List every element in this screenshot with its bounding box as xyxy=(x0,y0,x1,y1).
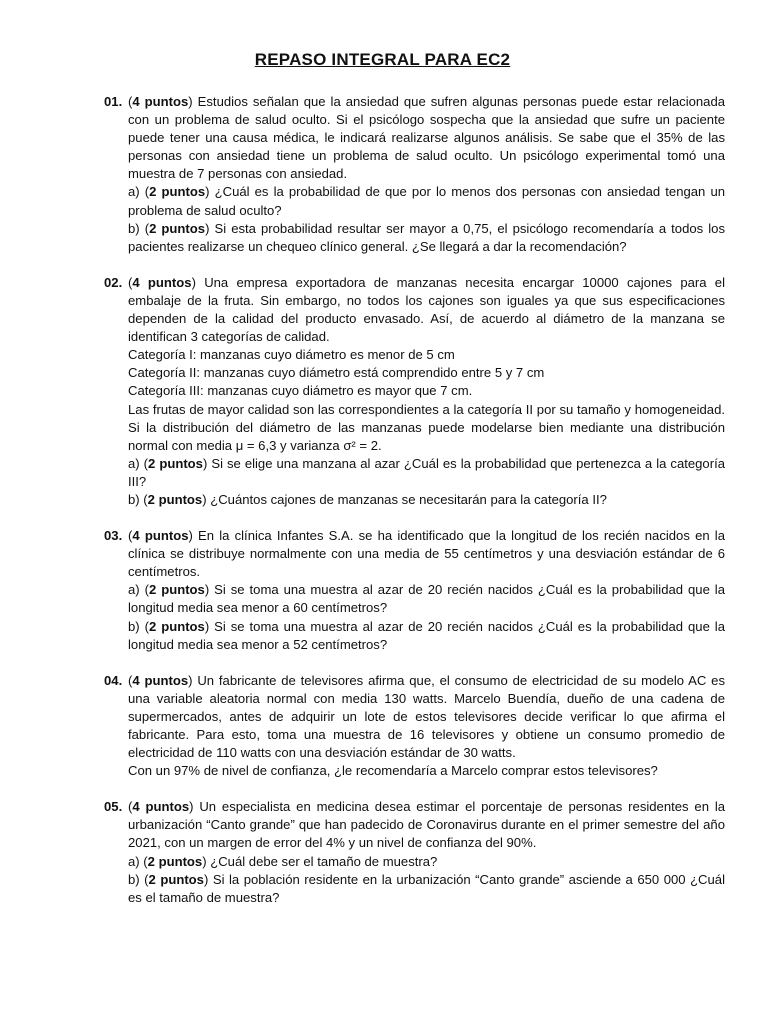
problem-points: 4 puntos xyxy=(132,94,189,109)
part-points: 2 puntos xyxy=(148,871,204,887)
part-label: b) xyxy=(128,220,140,236)
problem-05 xyxy=(104,798,725,907)
problem-intro-text: Un especialista en medicina desea estimar el porcentaje de personas residentes en la urbanización “Canto grande” que han padecido de Coronavirus durante en el primer semestre del año 2021, con un margen de error del 4% y un nivel de confianza del 90%. xyxy=(128,799,726,851)
part-text: Si se toma una muestra al azar de 20 recién nacidos ¿Cuál es la probabilidad que la longitud media sea menor a 52 centímetros? xyxy=(128,618,725,652)
problem-body xyxy=(128,274,725,509)
problem-intro: (4 puntos) En la clínica Infantes S.A. se ha identificado que la longitud de los recién nacidos en la clínica se distribuye normalmente con una media de 55 centímetros y una desviación estándar de 6 centímetros. xyxy=(128,528,726,580)
problem-number: 03. xyxy=(104,528,123,544)
problem-intro-text: Un fabricante de televisores afirma que, el consumo de electricidad de su modelo AC es una variable aleatoria normal con media 130 watts. Marcelo Buendía, dueño de una cadena de supermercados, antes de adquirir un lote de estos televisores decide verificar lo que afirma el fabricante. Para esto, toma una muestra de 16 televisores y obtiene un consumo promedio de electricidad de 110 watts con una desviación estándar de 30 watts. xyxy=(128,672,726,761)
problem-part-a: a) (2 puntos) Si se toma una muestra al azar de 20 recién nacidos ¿Cuál es la probabilidad que la longitud media sea menor a 60 centímetros? xyxy=(128,582,725,616)
problem-intro-text: Una empresa exportadora de manzanas necesita encargar 10000 cajones para el embalaje de la fruta. Sin embargo, no todos los cajones son iguales ya que sus especificaciones dependen de la calidad del producto envasado. Así, de acuerdo al diámetro de la manzana se identifican 3 categorías de calidad. xyxy=(128,274,725,345)
problem-number: 01. xyxy=(104,94,123,109)
problem-points: 4 puntos xyxy=(132,672,189,688)
part-text: ¿Cuál debe ser el tamaño de muestra? xyxy=(210,853,438,869)
category-line: Categoría I: manzanas cuyo diámetro es menor de 5 cm xyxy=(128,347,455,363)
problem-points: 4 puntos xyxy=(132,528,189,544)
problem-part-a: a) (2 puntos) ¿Cuál debe ser el tamaño de muestra? xyxy=(128,853,438,869)
problem-question: Con un 97% de nivel de confianza, ¿le recomendaría a Marcelo comprar estos televisores? xyxy=(128,763,658,779)
part-points: 2 puntos xyxy=(148,582,205,598)
problem-intro: (4 puntos) Una empresa exportadora de manzanas necesita encargar 10000 cajones para el embalaje de la fruta. Sin embargo, no todos los cajones son iguales ya que sus especificaciones dependen de la calidad del producto envasado. Así, de acuerdo al diámetro de la manzana se identifican 3 categorías de calidad. xyxy=(128,274,725,345)
problem-body xyxy=(128,93,725,256)
problem-part-b: b) (2 puntos) Si la población residente en la urbanización “Canto grande” asciende a 650 000 ¿Cuál es el tamaño de muestra? xyxy=(128,871,725,905)
part-text: Si esta probabilidad resultar ser mayor a 0,75, el psicólogo recomendaría a todos los pacientes realizarse un chequeo clínico general. ¿Se llegará a dar la recomendación? xyxy=(128,220,725,254)
problem-body xyxy=(128,798,725,907)
problem-intro: (4 puntos) Estudios señalan que la ansiedad que sufren algunas personas puede estar relacionada con un problema de salud oculto. Si el psicólogo sospecha que la ansiedad que sufre un paciente puede tener una causa médica, le indicará realizarse algunos análisis. Se sabe que el 35% de las personas con ansiedad tiene un problema de salud oculto. Un psicólogo experimental tomó una muestra de 7 personas con ansiedad. xyxy=(128,94,726,182)
part-points: 2 puntos xyxy=(149,220,206,236)
problem-points: 4 puntos xyxy=(132,274,192,290)
problem-number: 02. xyxy=(104,274,123,290)
problem-02 xyxy=(104,274,725,509)
problem-03 xyxy=(104,527,725,654)
document-title: REPASO INTEGRAL PARA EC2 xyxy=(254,50,511,69)
problem-number: 05. xyxy=(104,799,123,815)
part-label: b) xyxy=(128,491,140,507)
part-points: 2 puntos xyxy=(147,491,203,507)
problem-detail: Las frutas de mayor calidad son las correspondientes a la categoría II por su tamaño y homogeneidad. Si la distribución del diámetro de las manzanas puede modelarse bien mediante una distribución normal con media μ = 6,3 y varianza σ² = 2. xyxy=(128,401,725,453)
problem-intro-text: Estudios señalan que la ansiedad que sufren algunas personas puede estar relacionada con un problema de salud oculto. Si el psicólogo sospecha que la ansiedad que sufre un paciente puede tener una causa médica, le indicará realizarse algunos análisis. Se sabe que el 35% de las personas con ansiedad tiene un problema de salud oculto. Un psicólogo experimental tomó una muestra de 7 personas con ansiedad. xyxy=(128,94,726,182)
part-text: Si se toma una muestra al azar de 20 recién nacidos ¿Cuál es la probabilidad que la longitud media sea menor a 60 centímetros? xyxy=(128,582,725,616)
part-label: b) xyxy=(128,618,140,634)
part-text: Si se elige una manzana al azar ¿Cuál es la probabilidad que pertenezca a la categoría III? xyxy=(128,455,725,489)
part-points: 2 puntos xyxy=(148,618,205,634)
problem-points: 4 puntos xyxy=(132,799,190,815)
part-text: ¿Cuál es la probabilidad de que por lo menos dos personas con ansiedad tengan un problema de salud oculto? xyxy=(128,184,726,218)
part-label: a) xyxy=(128,455,140,471)
problem-01 xyxy=(104,93,725,256)
category-line: Categoría III: manzanas cuyo diámetro es mayor que 7 cm. xyxy=(128,383,473,399)
category-line: Categoría II: manzanas cuyo diámetro está comprendido entre 5 y 7 cm xyxy=(128,365,545,381)
problem-body xyxy=(128,672,725,781)
problem-part-b: b) (2 puntos) Si se toma una muestra al azar de 20 recién nacidos ¿Cuál es la probabilidad que la longitud media sea menor a 52 centímetros? xyxy=(128,618,725,652)
part-label: a) xyxy=(128,853,140,869)
problem-number: 04. xyxy=(104,672,123,688)
part-text: ¿Cuántos cajones de manzanas se necesitarán para la categoría II? xyxy=(210,491,607,507)
problem-intro: (4 puntos) Un fabricante de televisores afirma que, el consumo de electricidad de su modelo AC es una variable aleatoria normal con media 130 watts. Marcelo Buendía, dueño de una cadena de supermercados, antes de adquirir un lote de estos televisores decide verificar lo que afirma el fabricante. Para esto, toma una muestra de 16 televisores y obtiene un consumo promedio de electricidad de 110 watts con una desviación estándar de 30 watts. xyxy=(128,672,726,761)
part-points: 2 puntos xyxy=(148,455,203,471)
part-label: a) xyxy=(128,184,140,200)
part-text: Si la población residente en la urbanización “Canto grande” asciende a 650 000 ¿Cuál es el tamaño de muestra? xyxy=(128,871,725,905)
problem-part-b: b) (2 puntos) ¿Cuántos cajones de manzanas se necesitarán para la categoría II? xyxy=(128,491,607,507)
problem-part-b: b) (2 puntos) Si esta probabilidad resultar ser mayor a 0,75, el psicólogo recomendaría a todos los pacientes realizarse un chequeo clínico general. ¿Se llegará a dar la recomendación? xyxy=(128,220,725,254)
problem-part-a: a) (2 puntos) ¿Cuál es la probabilidad de que por lo menos dos personas con ansiedad tengan un problema de salud oculto? xyxy=(128,184,726,218)
problem-part-a: a) (2 puntos) Si se elige una manzana al azar ¿Cuál es la probabilidad que pertenezca a la categoría III? xyxy=(128,455,725,489)
part-points: 2 puntos xyxy=(147,853,203,869)
part-label: a) xyxy=(128,582,140,598)
part-points: 2 puntos xyxy=(149,184,206,200)
problem-intro-text: En la clínica Infantes S.A. se ha identificado que la longitud de los recién nacidos en la clínica se distribuye normalmente con una media de 55 centímetros y una desviación estándar de 6 centímetros. xyxy=(128,528,726,580)
problem-04 xyxy=(104,672,725,781)
part-label: b) xyxy=(128,871,140,887)
problem-intro: (4 puntos) Un especialista en medicina desea estimar el porcentaje de personas residentes en la urbanización “Canto grande” que han padecido de Coronavirus durante en el primer semestre del año 2021, con un margen de error del 4% y un nivel de confianza del 90%. xyxy=(128,799,726,851)
problem-body xyxy=(128,527,725,654)
